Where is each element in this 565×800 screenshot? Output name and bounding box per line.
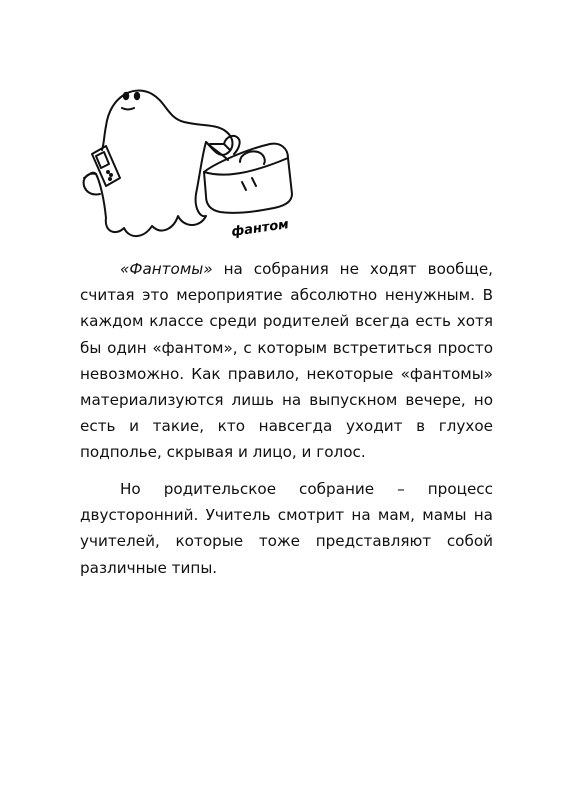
ghost-illustration bbox=[74, 78, 334, 258]
paragraph-2 bbox=[80, 476, 493, 581]
paragraph-1-text bbox=[80, 256, 493, 466]
paragraph-2-text: Но родительское собрание – процесс двусторонний. Учитель смотрит на мам, мамы на учителей, которые тоже представляют собой различные типы. bbox=[80, 480, 493, 577]
illustration-caption: фантом bbox=[230, 217, 290, 240]
paragraph-1-body: на собрания не ходят вообще, считая это мероприятие абсолютно ненужным. В каждом классе среди родителей всегда есть хотя бы один «фантом», с которым встретиться просто невозможно. Как правило, некоторые «фантомы» материализуются лишь на выпускном вечере, но есть и такие, кто навсегда уходит в глухое подполье, скрывая и лицо, и голос. bbox=[80, 260, 493, 462]
ghost-drawing bbox=[74, 78, 334, 258]
paragraph-1 bbox=[80, 256, 493, 466]
paragraph-1-lead: «Фантомы» bbox=[120, 260, 213, 278]
